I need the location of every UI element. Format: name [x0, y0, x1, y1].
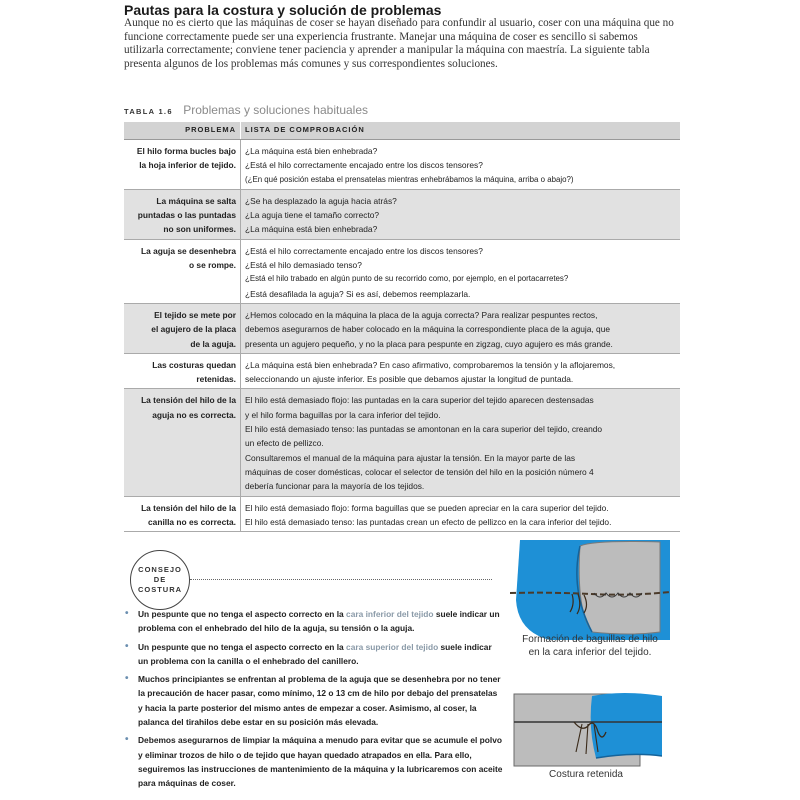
- tip-text: suele indicar un problema con el enhebrado del hilo de la aguja, su tensión o la aguja.: [138, 609, 500, 634]
- checklist-line: El hilo está demasiado flojo: forma baguillas que se pueden apreciar en la cara superior del tejido.: [245, 502, 609, 513]
- figure-thread-loops: [510, 540, 670, 640]
- tip-text: Debemos asegurarnos de limpiar la máquina a menudo para evitar que se acumule el polvo y eliminar trozos de hilo o de tejido que hayan quedado atrapados en ella. Para ello, seguiremos las instrucciones de mantenimiento de la máquina y la lubricaremos con aceite para máquinas de coser.: [138, 735, 503, 789]
- checklist-line: presenta un agujero pequeño, y no la placa para pespunte en zigzag, cuyo agujero es más grande.: [245, 338, 613, 349]
- badge-line: COSTURA: [137, 585, 183, 594]
- bullet-icon: •: [125, 640, 129, 652]
- checklist-cell: [241, 496, 681, 532]
- checklist-line: (¿En qué posición estaba el prensatelas mientras enhebrábamos la máquina, arriba o abajo?): [245, 174, 574, 184]
- checklist-line: ¿La aguja tiene el tamaño correcto?: [245, 210, 380, 221]
- figure2-caption: [496, 769, 676, 782]
- tip-text: Un pespunte que no tenga el aspecto correcto en la: [138, 609, 347, 619]
- problem-line: La tensión del hilo de la: [141, 395, 236, 406]
- table-number: TABLA 1.6: [124, 107, 173, 116]
- figure-retained-seam: [512, 688, 662, 770]
- tip-item: [124, 607, 504, 636]
- tip-highlight: cara inferior del tejido: [346, 609, 434, 619]
- table-row: [124, 496, 680, 532]
- problem-line: la hoja inferior de tejido.: [139, 160, 236, 171]
- bullet-icon: •: [125, 673, 129, 685]
- problem-line: El tejido se mete por: [154, 309, 236, 320]
- caption-line: Costura retenida: [549, 769, 623, 780]
- problem-line: El hilo forma bucles bajo: [136, 146, 236, 156]
- checklist-line: ¿La máquina está bien enhebrada? En caso afirmativo, comprobaremos la tensión y la aflojaremos,: [245, 359, 616, 370]
- table-row: [124, 140, 680, 190]
- table-row: [124, 189, 680, 239]
- bullet-icon: •: [125, 608, 129, 619]
- checklist-line: seleccionando un ajuste inferior. Es posible que debamos ajustar la longitud de puntada.: [245, 374, 574, 385]
- checklist-line: y el hilo forma baguillas por la cara inferior del tejido.: [245, 409, 441, 420]
- badge-line: DE: [153, 575, 167, 584]
- problem-cell: [124, 496, 241, 532]
- tip-divider: [190, 579, 492, 580]
- problem-line: el agujero de la placa: [151, 324, 236, 335]
- table-body: [124, 140, 680, 532]
- problem-cell: [124, 239, 241, 303]
- problem-cell: [124, 303, 241, 353]
- problem-line: retenidas.: [196, 374, 236, 385]
- problem-line: de la aguja.: [190, 338, 236, 349]
- troubleshooting-table: [124, 122, 680, 532]
- checklist-line: ¿Está el hilo trabado en algún punto de su recorrido como, por ejemplo, en el portacarretes?: [245, 274, 569, 284]
- checklist-line: ¿La máquina está bien enhebrada?: [245, 146, 378, 156]
- table-row: [124, 239, 680, 303]
- problem-line: Las costuras quedan: [152, 359, 236, 370]
- tip-item: [124, 733, 504, 790]
- problem-line: no son uniformes.: [163, 224, 236, 235]
- tip-list: [124, 607, 504, 795]
- sewing-tip-badge: [130, 550, 190, 610]
- problem-line: La tensión del hilo de la: [141, 502, 236, 513]
- checklist-line: debería funcionar para la mayoría de los tejidos.: [245, 481, 425, 492]
- checklist-line: ¿Está el hilo correctamente encajado entre los discos tensores?: [245, 245, 483, 256]
- checklist-line: El hilo está demasiado tenso: las puntadas se amontonan en la cara superior del tejido, creando: [245, 424, 603, 435]
- tip-item: [124, 672, 504, 729]
- table-row: [124, 389, 680, 496]
- problem-line: canilla no es correcta.: [148, 516, 236, 527]
- checklist-line: ¿Hemos colocado en la máquina la placa de la aguja correcta? Para realizar pespuntes rectos,: [245, 309, 598, 320]
- checklist-cell: [241, 140, 681, 190]
- checklist-line: un efecto de pellizco.: [245, 438, 324, 449]
- figure1-caption: [500, 634, 680, 659]
- problem-cell: [124, 389, 241, 496]
- checklist-cell: [241, 189, 681, 239]
- tip-text: Muchos principiantes se enfrentan al problema de la aguja que se desenhebra por no tener la precaución de hacer pasar, como mínimo, 12 o 13 cm de hilo por debajo del prensatelas y hacia la parte posterior del mismo antes de empezar a coser. Asimismo, al coser, la palanca del tirahilos debe estar en su posición más elevada.: [138, 674, 501, 728]
- problem-line: aguja no es correcta.: [152, 409, 236, 420]
- caption-line: Formación de baguillas de hilo: [522, 634, 658, 645]
- bullet-icon: •: [125, 734, 129, 746]
- checklist-line: ¿La máquina está bien enhebrada?: [245, 224, 378, 235]
- problem-cell: [124, 140, 241, 190]
- checklist-line: Consultaremos el manual de la máquina para ajustar la tensión. En la mayor parte de las: [245, 452, 576, 463]
- tip-highlight: cara superior del tejido: [346, 641, 439, 652]
- checklist-line: ¿Está el hilo correctamente encajado entre los discos tensores?: [245, 160, 483, 171]
- badge-line: CONSEJO: [138, 565, 182, 574]
- checklist-line: ¿Está el hilo demasiado tenso?: [245, 260, 362, 271]
- problem-line: La máquina se salta: [156, 195, 236, 206]
- caption-line: en la cara inferior del tejido.: [528, 646, 652, 658]
- column-header-problem: PROBLEMA: [124, 122, 241, 140]
- table-row: [124, 353, 680, 389]
- checklist-cell: [241, 353, 681, 389]
- checklist-cell: [241, 303, 681, 353]
- table-title: Problemas y soluciones habituales: [183, 103, 369, 117]
- checklist-cell: [241, 239, 681, 303]
- problem-line: puntadas o las puntadas: [137, 210, 236, 221]
- tip-text: Un pespunte que no tenga el aspecto correcto en la: [138, 641, 347, 652]
- checklist-line: ¿Está desafilada la aguja? Si es así, debemos reemplazarla.: [245, 288, 471, 299]
- tip-item: [124, 640, 504, 669]
- table-row: [124, 303, 680, 353]
- problem-line: La aguja se desenhebra: [141, 245, 236, 256]
- checklist-line: ¿Se ha desplazado la aguja hacia atrás?: [245, 195, 397, 206]
- problem-cell: [124, 189, 241, 239]
- tip-text: suele indicar un problema con la canilla o el enhebrado del canillero.: [138, 641, 492, 666]
- problem-line: o se rompe.: [188, 260, 236, 271]
- table-header-row: [124, 122, 680, 140]
- table-caption: [124, 101, 684, 119]
- intro-paragraph: Aunque no es cierto que las máquinas de coser se hayan diseñado para confundir al usuario, coser con una máquina que no funcione correctamente puede ser una experiencia frustrante. Manejar una máquina de coser es sencillo si sabemos utilizarla correctamente; conviene tener paciencia y aprender a manipular la máquina con maestría. La siguiente tabla presenta algunos de los problemas más comunes y sus correspondientes soluciones.: [124, 17, 674, 70]
- checklist-line: El hilo está demasiado tenso: las puntadas crean un efecto de pellizco en la cara inferior del tejido.: [245, 516, 612, 527]
- column-header-checklist: LISTA DE COMPROBACIÓN: [241, 122, 681, 140]
- checklist-line: El hilo está demasiado flojo: las puntadas en la cara superior del tejido aparecen destensadas: [245, 395, 594, 406]
- page-title: Pautas para la costura y solución de problemas: [124, 2, 442, 18]
- checklist-line: máquinas de coser domésticas, colocar el selector de tensión del hilo en la posición número 4: [245, 466, 594, 477]
- checklist-line: debemos asegurarnos de haber colocado en la máquina la correspondiente placa de la aguja, que: [245, 324, 611, 335]
- checklist-cell: [241, 389, 681, 496]
- problem-cell: [124, 353, 241, 389]
